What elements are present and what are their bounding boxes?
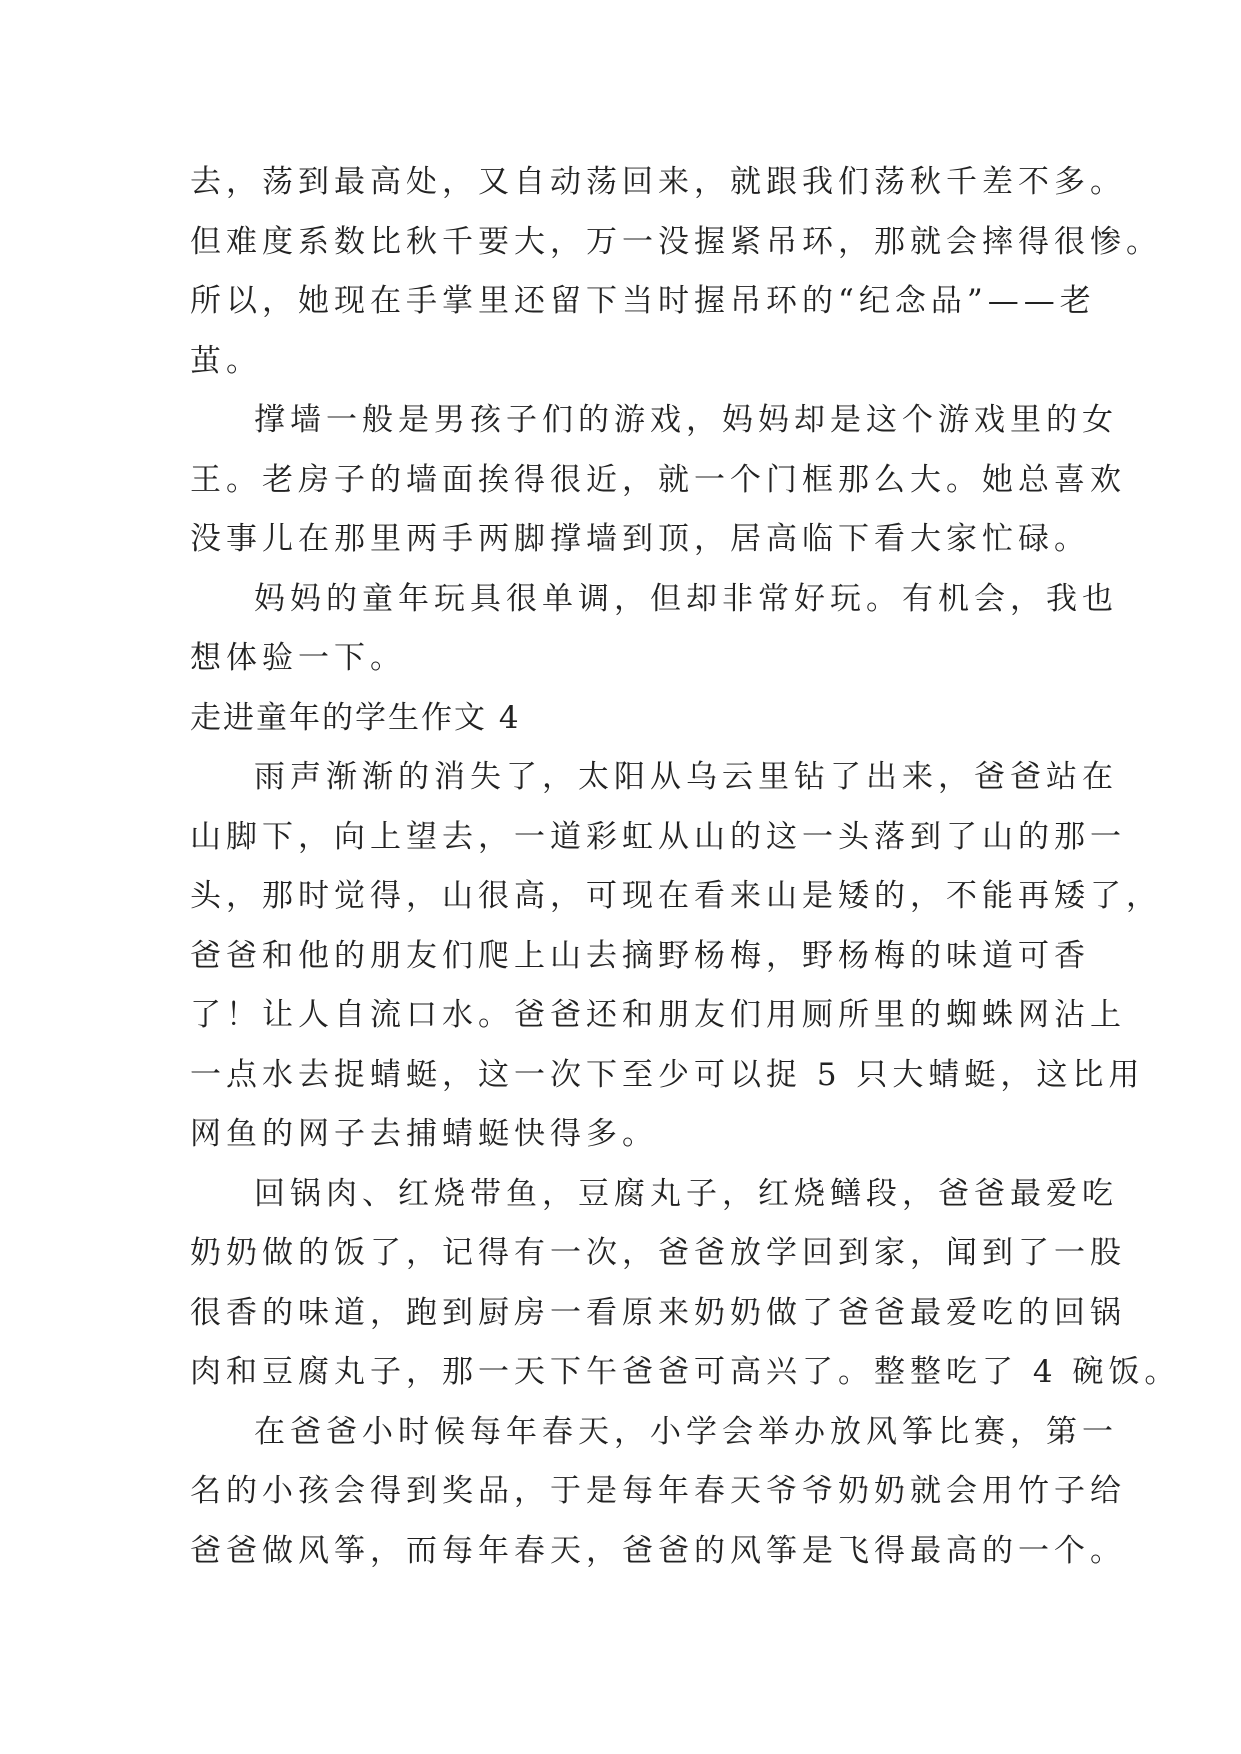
text-line: 奶奶做的饭了，记得有一次，爸爸放学回到家，闻到了一股: [190, 1235, 1126, 1271]
text-line: 去，荡到最高处，又自动荡回来，就跟我们荡秋千差不多。: [190, 164, 1126, 200]
text-line: 很香的味道，跑到厨房一看原来奶奶做了爸爸最爱吃的回锅: [190, 1294, 1126, 1331]
section-heading: 走进童年的学生作文 4: [190, 699, 521, 736]
paragraph-first-line: 撑墙一般是男孩子们的游戏，妈妈却是这个游戏里的女: [254, 402, 1118, 438]
document-body: [190, 153, 1181, 1581]
text-line: 名的小孩会得到奖品，于是每年春天爷爷奶奶就会用竹子给: [190, 1473, 1126, 1509]
text-line: 网鱼的网子去捕蜻蜓快得多。: [190, 1116, 658, 1152]
text-line: 山脚下，向上望去，一道彩虹从山的这一头落到了山的那一: [190, 818, 1126, 855]
text-line: 王。老房子的墙面挨得很近，就一个门框那么大。她总喜欢: [190, 461, 1126, 498]
text-line: 没事儿在那里两手两脚撑墙到顶，居高临下看大家忙碌。: [190, 521, 1090, 557]
text-line: 爸爸和他的朋友们爬上山去摘野杨梅，野杨梅的味道可香: [190, 937, 1090, 974]
paragraph-first-line: 回锅肉、红烧带鱼，豆腐丸子，红烧鳝段，爸爸最爱吃: [254, 1175, 1118, 1212]
paragraph-first-line: 在爸爸小时候每年春天，小学会举办放风筝比赛，第一: [254, 1413, 1118, 1450]
text-line: 一点水去捉蜻蜓，这一次下至少可以捉 5 只大蜻蜓，这比用: [190, 1056, 1145, 1093]
text-line: 所以，她现在手掌里还留下当时握吊环的“纪念品”——老: [190, 283, 1096, 319]
text-line: 想体验一下。: [190, 640, 406, 676]
paragraph-first-line: 妈妈的童年玩具很单调，但却非常好玩。有机会，我也: [254, 580, 1118, 617]
text-line: 肉和豆腐丸子，那一天下午爸爸可高兴了。整整吃了 4 碗饭。: [190, 1354, 1181, 1390]
text-line: 但难度系数比秋千要大，万一没握紧吊环，那就会摔得很惨。: [190, 223, 1162, 260]
text-line: 茧。: [190, 342, 262, 379]
text-line: 了！让人自流口水。爸爸还和朋友们用厕所里的蜘蛛网沾上: [190, 997, 1126, 1033]
text-line: 爸爸做风筝，而每年春天，爸爸的风筝是飞得最高的一个。: [190, 1532, 1126, 1569]
text-line: 头，那时觉得，山很高，可现在看来山是矮的，不能再矮了，: [190, 878, 1162, 914]
paragraph-first-line: 雨声渐渐的消失了，太阳从乌云里钻了出来，爸爸站在: [254, 759, 1118, 795]
